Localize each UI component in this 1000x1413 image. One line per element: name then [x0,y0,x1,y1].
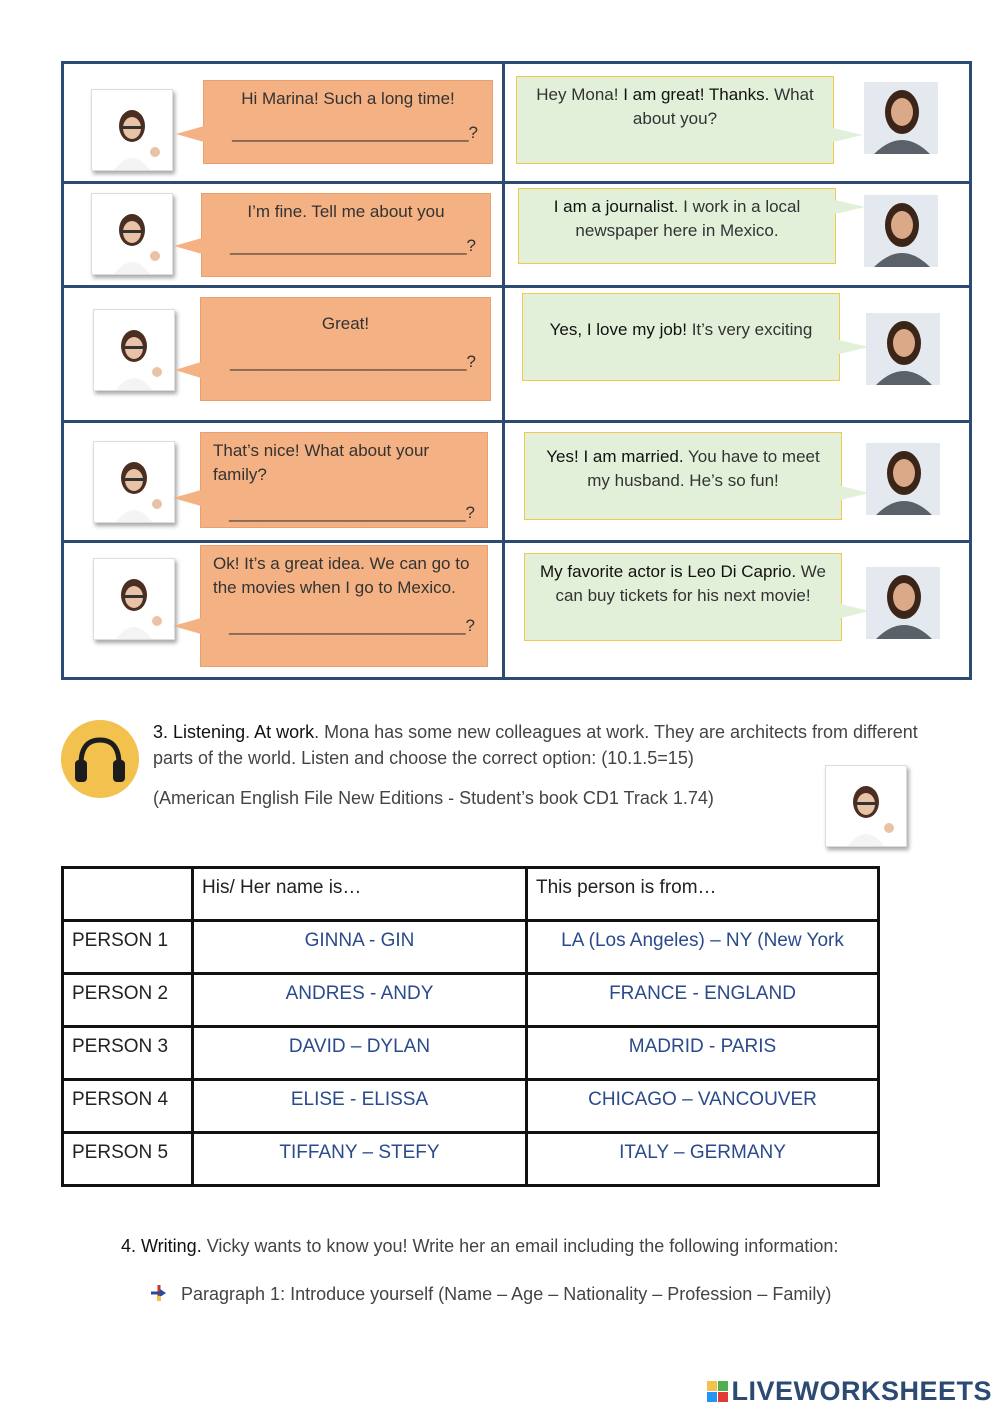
liveworksheets-logo-text: LIVEWORKSHEETS [731,1376,992,1406]
person-label: PERSON 4 [63,1080,193,1133]
answer-blank[interactable]: _________________________? [229,503,475,522]
bubble-tail [176,126,204,142]
row-divider [64,285,969,288]
mona-avatar [91,89,173,171]
table-row [63,974,879,1027]
table-header-row [63,868,879,921]
bubble-tail [175,362,201,378]
liveworksheets-logo [707,1376,992,1407]
marina-line-post: It’s very exciting [686,320,813,339]
headphones-icon [61,720,139,798]
bubble-tail [839,340,869,354]
mona-line: Ok! It’s a great idea. We can go to the movies when I go to Mexico. [213,554,470,597]
marina-line-post: We can buy tickets for his next movie! [555,562,826,605]
answer-blank[interactable]: _________________________? [230,236,476,255]
table-row [63,1027,879,1080]
row-divider [64,540,969,543]
bubble-tail [841,604,869,618]
column-divider [502,64,505,677]
mona-speech-bubble [200,297,491,401]
marina-avatar [866,313,940,385]
marina-line-bold: My favorite actor is Leo Di Caprio. [540,562,797,581]
from-option[interactable]: ITALY – GERMANY [527,1133,879,1186]
marina-speech-bubble [516,76,834,164]
listening-answer-table [61,866,880,1187]
marina-speech-bubble [522,293,840,381]
marina-line-pre: Hey Mona! [536,85,624,104]
listening-number: 3. [153,722,169,742]
mona-avatar [93,309,175,391]
mona-avatar [93,441,175,523]
listening-instructions [153,719,923,771]
marina-line-post: . I work in a local newspaper here in Mexico. [575,197,801,240]
from-option[interactable]: FRANCE - ENGLAND [527,974,879,1027]
row-divider [64,420,969,423]
marina-line-bold: I am a journalist [553,197,674,216]
name-option[interactable]: ELISE - ELISSA [193,1080,527,1133]
mona-speech-bubble [200,545,488,667]
bubble-tail [841,486,869,500]
marina-avatar [866,443,940,515]
writing-text: Vicky wants to know you! Write her an email including the following information: [201,1236,839,1256]
name-option[interactable]: ANDRES - ANDY [193,974,527,1027]
header-cell-from: This person is from… [527,868,879,921]
table-row [63,1080,879,1133]
listening-source: (American English File New Editions - Student’s book CD1 Track 1.74) [153,788,714,808]
header-cell-name: His/ Her name is… [193,868,527,921]
mona-avatar [825,765,907,847]
answer-blank[interactable]: _________________________? [232,123,478,142]
mona-avatar [93,558,175,640]
marina-avatar [866,567,940,639]
table-row [63,1133,879,1186]
answer-blank[interactable]: _________________________? [230,352,476,371]
marina-line-bold: Yes! I am married. [546,447,684,466]
mona-speech-bubble [200,432,488,528]
writing-title: 4. Writing. [121,1236,202,1256]
answer-blank[interactable]: _________________________? [229,616,475,635]
mona-speech-bubble [201,193,491,277]
listening-title: Listening [173,722,246,742]
marina-speech-bubble [518,188,836,264]
from-option[interactable]: LA (Los Angeles) – NY (New York [527,921,879,974]
mona-line: Hi Marina! Such a long time! [241,89,455,108]
person-label: PERSON 2 [63,974,193,1027]
from-option[interactable]: MADRID - PARIS [527,1027,879,1080]
mona-line: That’s nice! What about your family? [213,441,430,484]
person-label: PERSON 5 [63,1133,193,1186]
arrow-bullet-icon [150,1284,168,1302]
table-row [63,921,879,974]
bubble-tail [835,200,865,214]
from-option[interactable]: CHICAGO – VANCOUVER [527,1080,879,1133]
mona-speech-bubble [203,80,493,164]
mona-line: I’m fine. Tell me about you [247,202,445,221]
marina-avatar [864,82,938,154]
marina-line-bold: Yes, I love my job! [549,320,687,339]
person-label: PERSON 1 [63,921,193,974]
person-label: PERSON 3 [63,1027,193,1080]
writing-instructions [121,1233,951,1259]
mona-line: Great! [321,314,370,333]
marina-avatar [864,195,938,267]
liveworksheets-logo-icon [707,1379,729,1401]
marina-line-post: You have to meet my husband. He’s so fun! [587,447,820,490]
bubble-tail [174,238,202,254]
row-divider [64,181,969,184]
marina-line-post: What about you? [632,85,814,128]
mona-avatar [91,193,173,275]
bubble-tail [833,128,863,142]
marina-line-bold: I am great! Thanks. [623,85,770,104]
marina-speech-bubble [524,432,842,520]
marina-speech-bubble [524,553,842,641]
name-option[interactable]: TIFFANY – STEFY [193,1133,527,1186]
header-cell-blank [63,868,193,921]
listening-text: . Mona has some new colleagues at work. They are architects from different parts of the world. Listen and choose the correct option: (10.1.5=15) [153,722,918,768]
bubble-tail [173,490,201,506]
name-option[interactable]: DAVID – DYLAN [193,1027,527,1080]
listening-subtitle: At work [254,722,315,742]
name-option[interactable]: GINNA - GIN [193,921,527,974]
writing-bullet: Paragraph 1: Introduce yourself (Name – Age – Nationality – Profession – Family) [181,1284,832,1304]
bubble-tail [173,618,201,634]
listening-sep: . [245,722,255,742]
